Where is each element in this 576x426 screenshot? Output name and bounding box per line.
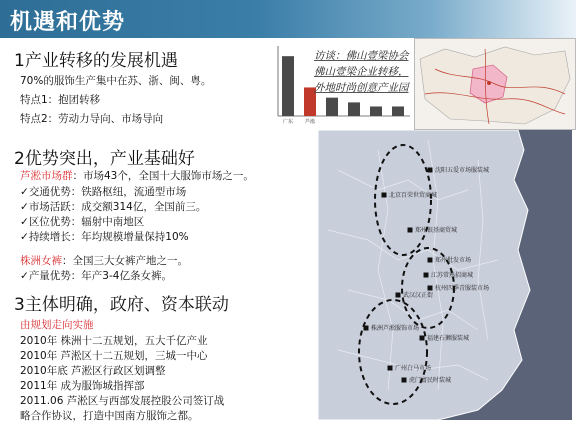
city-marker — [364, 326, 369, 331]
city-label: 郑州批发市场 — [435, 257, 472, 264]
zhuzhou-text: ：全国三大女裤产地之一。 — [62, 255, 188, 267]
lugu-market-line — [20, 168, 254, 183]
chart-tick-label: 广东 — [282, 119, 294, 125]
city-label: 株洲芦淞服饰市场 — [371, 325, 420, 332]
city-marker — [428, 168, 433, 173]
lugu-market-label: 芦淞市场群 — [20, 170, 73, 182]
slide-title: 机遇和优势 — [10, 10, 126, 35]
chart-bar — [326, 98, 338, 116]
timeline-item: 2010年 株洲十二五规划，五大千亿产业 — [20, 335, 208, 347]
zhuzhou-label: 株洲女裤 — [20, 255, 62, 267]
bullet-transport-text: 交通优势：铁路枢纽，流通型市场 — [28, 186, 187, 198]
timeline-item: 2011.06 芦淞区与西部发展控股公司签订战 — [20, 395, 225, 407]
bullet-growth: ✓持续增长：年均规模增量保持10% — [20, 231, 189, 243]
section2-heading: 2优势突出，产业基础好 — [14, 149, 195, 169]
city-dot — [487, 81, 491, 85]
news-overlay[interactable] — [314, 48, 412, 96]
bullet-market-text: 市场活跃：成交额314亿，全国前三。 — [28, 201, 207, 213]
bullet-growth-text: 持续增长：年均规模增量保持10% — [28, 231, 189, 243]
lugu-market-text: ：市场43个，全国十大服饰市场之一。 — [72, 170, 254, 182]
bullet-market: ✓市场活跃：成交额314亿，全国前三。 — [20, 201, 207, 213]
city-label: 郑州银基商贸城 — [415, 227, 458, 234]
city-marker — [428, 258, 433, 263]
city-marker — [402, 378, 407, 383]
news-line-3[interactable]: 外地时尚创意产业园 — [314, 82, 409, 94]
city-label: 沈阳五爱市场服装城 — [435, 167, 490, 174]
china-market-map-svg — [318, 130, 572, 420]
regional-map-svg — [415, 39, 575, 129]
city-marker — [408, 228, 413, 233]
china-market-map — [318, 130, 572, 420]
chart-bar — [392, 106, 404, 116]
city-marker — [388, 366, 393, 371]
city-marker — [424, 273, 429, 278]
section3-subheading: 由规划走向实施 — [20, 319, 94, 331]
bullet-location: ✓区位优势：辐射中南地区 — [20, 216, 145, 228]
timeline-item: 2011年 成为服饰城指挥部 — [20, 380, 145, 392]
news-line-2[interactable]: 佛山壹梁企业转移， — [314, 66, 409, 78]
section1-heading: 1产业转移的发展机遇 — [14, 51, 178, 71]
news-line-1[interactable]: 访谈：佛山壹梁协会 — [314, 50, 409, 62]
city-marker — [382, 193, 387, 198]
bullet-transport: ✓交通优势：铁路枢纽，流通型市场 — [20, 186, 187, 198]
timeline-item: 2010年 芦淞区十二五规划，三城一中心 — [20, 350, 208, 362]
zhuzhou-line — [20, 253, 188, 268]
bullet-output-text: 产量优势：年产3-4亿条女裤。 — [28, 270, 172, 282]
timeline-item: 2010年底 芦淞区行政区划调整 — [20, 365, 166, 377]
city-label: 杭州四季青服装市场 — [435, 285, 490, 292]
bullet-output: ✓产量优势：年产3-4亿条女裤。 — [20, 270, 172, 282]
city-label: 武汉汉正街 — [403, 292, 434, 299]
section1-line-2: 特点1：抱团转移 — [20, 94, 101, 106]
section1-line-3: 特点2：劳动力导向、市场导向 — [20, 113, 164, 125]
city-label: 北京百荣世贸商城 — [389, 192, 438, 199]
city-label: 虎门富民时装城 — [409, 377, 452, 384]
city-label: 广州白马市场 — [395, 365, 432, 372]
chart-bar — [348, 102, 360, 116]
chart-tick-label: 芦淞 — [304, 119, 316, 125]
city-marker — [420, 336, 425, 341]
city-marker — [428, 286, 433, 291]
city-label: 江苏常熟招商城 — [431, 272, 474, 279]
section1-line-1: 70%的服饰生产集中在苏、浙、闽、粤。 — [20, 75, 212, 87]
timeline-item: 略合作协议，打造中国南方服饰之都。 — [20, 410, 199, 422]
city-marker — [396, 293, 401, 298]
section3-heading: 3主体明确，政府、资本联动 — [14, 295, 229, 315]
city-label: 福建石狮服装城 — [427, 335, 470, 342]
chart-bar — [370, 106, 382, 116]
regional-map — [414, 38, 576, 130]
title-bar — [0, 0, 576, 38]
chart-bar — [282, 56, 294, 116]
bullet-location-text: 区位优势：辐射中南地区 — [28, 216, 145, 228]
